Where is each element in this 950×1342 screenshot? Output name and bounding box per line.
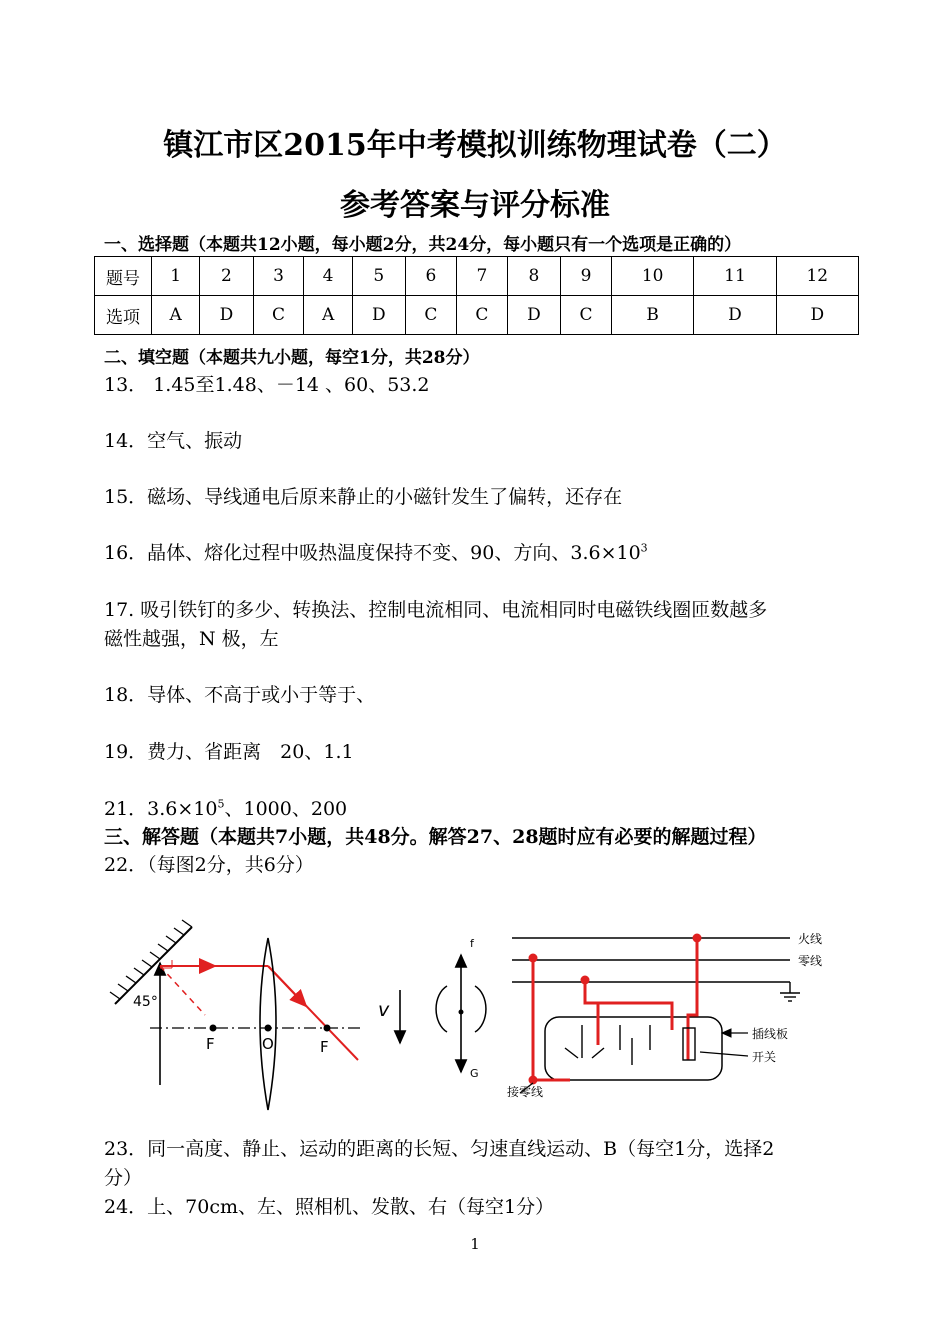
answer-q13: 13． 1.45至1.48、－14 、60、53.2 — [104, 374, 430, 396]
socket-slot — [592, 1048, 604, 1058]
angle-label: 45° — [133, 994, 158, 1010]
connect-neutral-label: 接零线 — [507, 1085, 544, 1099]
focus-right-label: F — [320, 1038, 329, 1056]
velocity-label: v — [378, 999, 390, 1021]
table-cell: 5 — [352, 257, 405, 296]
focus-left-label: F — [206, 1035, 215, 1053]
table-cell: D — [776, 296, 858, 335]
table-cell: D — [507, 296, 560, 335]
table-cell: C — [456, 296, 507, 335]
table-cell: 11 — [694, 257, 776, 296]
answer-q17-line1: 17. 吸引铁钉的多少、转换法、控制电流相同、电流相同时电磁铁线圈匝数越多 — [104, 599, 768, 621]
neutral-wire-label: 零线 — [798, 954, 823, 968]
answer-q21-text: 21．3.6×10 — [104, 798, 218, 820]
ball-left-arc — [436, 986, 447, 1032]
table-row-answers — [95, 296, 859, 335]
answer-q19: 19．费力、省距离 20、1.1 — [104, 741, 354, 763]
center-dot — [459, 1010, 464, 1015]
answer-q21-tail: 、1000、200 — [224, 798, 348, 820]
switch-pointer — [700, 1052, 748, 1056]
table-cell: D — [200, 296, 253, 335]
gravity-label: G — [470, 1067, 479, 1080]
answer-q21-exponent: 5 — [217, 797, 225, 811]
virtual-ray — [160, 966, 205, 1015]
focus-right-dot — [324, 1025, 331, 1032]
focus-left-dot — [210, 1025, 217, 1032]
answer-q21 — [104, 794, 347, 821]
socket-slot — [565, 1048, 578, 1058]
answer-q16-exponent: 3 — [640, 541, 648, 555]
mirror-hatching — [110, 920, 192, 999]
table-cell: 2 — [200, 257, 253, 296]
junction-ground — [581, 976, 590, 985]
document-subtitle: 参考答案与评分标准 — [340, 188, 610, 223]
junction-live — [693, 934, 702, 943]
section1-heading: 一、选择题（本题共12小题，每小题2分，共24分，每小题只有一个选项是正确的） — [104, 235, 742, 255]
convex-lens — [260, 938, 276, 1110]
table-cell: 4 — [304, 257, 352, 296]
table-cell: C — [561, 296, 612, 335]
ball-right-arc — [475, 986, 486, 1032]
table-cell: 9 — [561, 257, 612, 296]
table-cell: 6 — [405, 257, 456, 296]
section3-heading: 三、解答题（本题共7小题，共48分。解答27、28题时应有必要的解题过程） — [104, 826, 767, 848]
table-cell: A — [152, 296, 200, 335]
row-label-question: 题号 — [95, 257, 152, 296]
table-cell: 3 — [253, 257, 304, 296]
table-cell: C — [253, 296, 304, 335]
answer-q14: 14．空气、振动 — [104, 430, 243, 452]
optics-diagram — [110, 920, 360, 1110]
answer-q16 — [104, 538, 648, 565]
table-cell: 7 — [456, 257, 507, 296]
table-cell: D — [694, 296, 776, 335]
section2-heading: 二、填空题（本题共九小题，每空1分，共28分） — [104, 348, 480, 368]
force-diagram — [378, 937, 486, 1080]
table-cell: C — [405, 296, 456, 335]
friction-label: f — [470, 937, 474, 950]
optical-center-dot — [265, 1025, 272, 1032]
answer-q17-line2: 磁性越强，N 极，左 — [104, 628, 279, 650]
junction-neutral — [529, 954, 538, 963]
live-wire-label: 火线 — [798, 932, 823, 946]
document-title: 镇江市区2015年中考模拟训练物理试卷（二） — [163, 128, 787, 163]
answer-table — [94, 256, 859, 335]
circuit-diagram — [507, 931, 822, 1099]
answer-q23-line2: 分） — [104, 1167, 143, 1189]
answer-q18: 18．导体、不高于或小于等于、 — [104, 684, 376, 706]
answer-q16-text: 16．晶体、熔化过程中吸热温度保持不变、90、方向、3.6×10 — [104, 542, 641, 564]
table-cell: 8 — [507, 257, 560, 296]
answer-q22: 22．（每图2分，共6分） — [104, 854, 314, 876]
row-label-answer: 选项 — [95, 296, 152, 335]
table-cell: 1 — [152, 257, 200, 296]
ground-connection — [585, 980, 598, 1045]
table-row-numbers — [95, 257, 859, 296]
answer-q23-line1: 23．同一高度、静止、运动的距离的长短、匀速直线运动、B（每空1分，选择2 — [104, 1138, 775, 1160]
answer-q15: 15．磁场、导线通电后原来静止的小磁针发生了偏转，还存在 — [104, 486, 623, 508]
table-cell: 10 — [612, 257, 694, 296]
page-number: 1 — [470, 1235, 480, 1253]
table-cell: D — [352, 296, 405, 335]
q22-figures — [0, 900, 950, 1125]
table-cell: B — [612, 296, 694, 335]
switch-label: 开关 — [752, 1050, 777, 1064]
socket-board-label: 插线板 — [752, 1027, 789, 1041]
table-cell: A — [304, 296, 352, 335]
optical-center-label: O — [262, 1035, 274, 1053]
table-cell: 12 — [776, 257, 858, 296]
answer-q24: 24．上、70cm、左、照相机、发散、右（每空1分） — [104, 1196, 555, 1218]
